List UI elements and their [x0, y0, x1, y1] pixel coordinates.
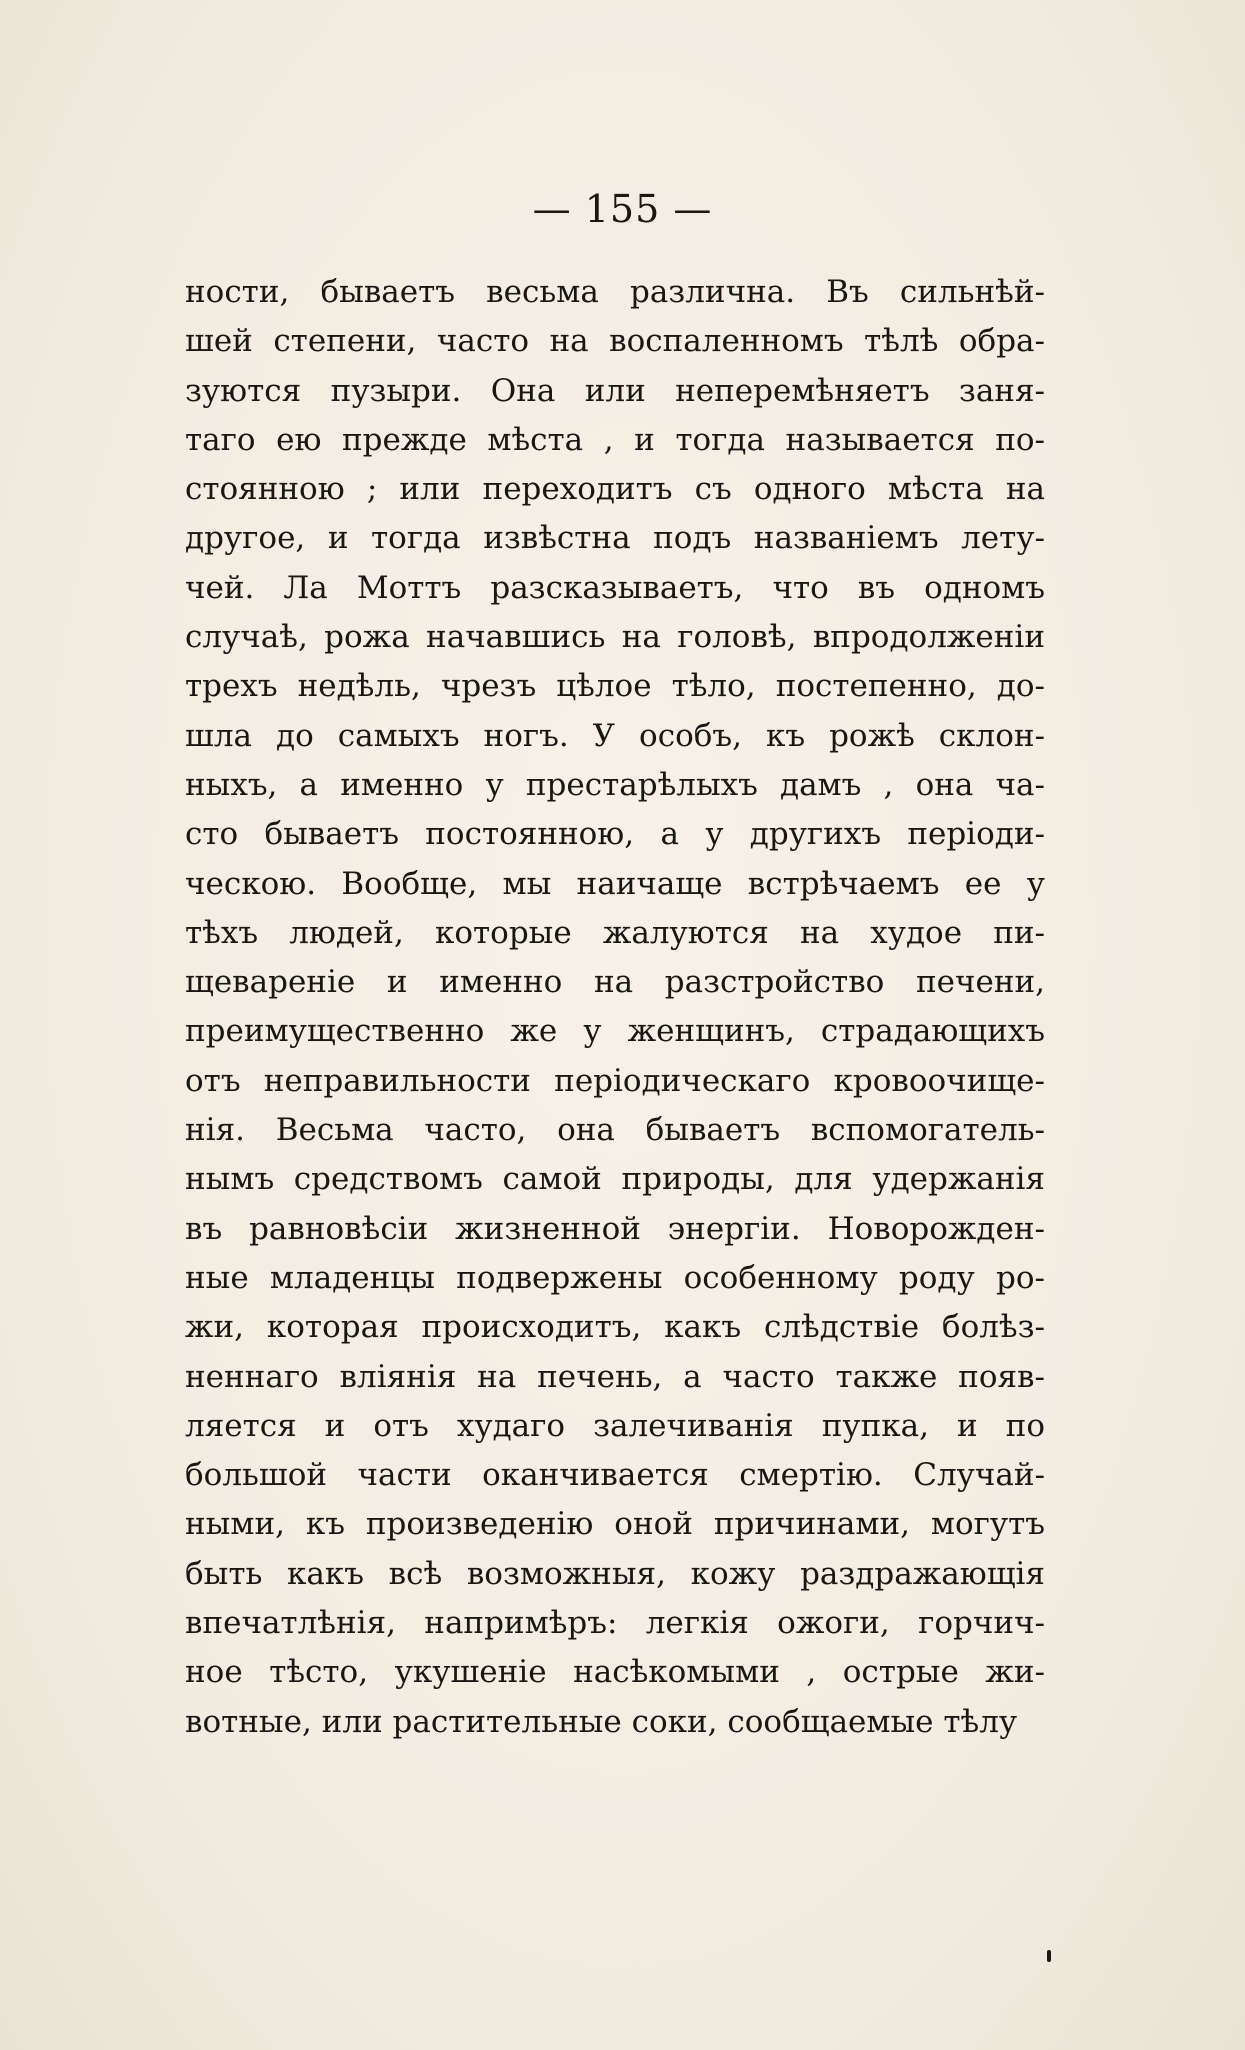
text-line: преимущественно же у женщинъ, страдающихъ [185, 1013, 1045, 1050]
text-line: сто бываетъ постоянною, а у другихъ періоди- [185, 816, 1045, 853]
text-line: ными, къ произведенію оной причинами, могутъ [185, 1506, 1045, 1543]
text-line: шей степени, часто на воспаленномъ тѣлѣ обра- [185, 323, 1045, 360]
ink-speck [1047, 1950, 1051, 1962]
body-text [185, 268, 1045, 1747]
page-number: — 155 — [532, 187, 713, 231]
text-line: трехъ недѣль, чрезъ цѣлое тѣло, постепенно, до- [185, 668, 1045, 705]
text-line: отъ неправильности періодическаго кровоочище- [185, 1062, 1045, 1099]
text-line: быть какъ всѣ возможныя, кожу раздражающія [185, 1555, 1045, 1592]
text-line: другое, и тогда извѣстна подъ названіемъ лету- [185, 520, 1045, 557]
text-line: въ равновѣсіи жизненной энергіи. Новорожден- [185, 1210, 1045, 1247]
text-line: ческою. Вообще, мы наичаще встрѣчаемъ ее у [185, 865, 1045, 902]
text-line: щевареніе и именно на разстройство печени, [185, 964, 1045, 1001]
text-line: тѣхъ людей, которые жалуются на худое пи- [185, 914, 1045, 951]
text-line: случаѣ, рожа начавшись на головѣ, впродолженіи [185, 619, 1045, 656]
text-line: шла до самыхъ ногъ. У особъ, къ рожѣ склон- [185, 717, 1045, 754]
text-line: ности, бываетъ весьма различна. Въ сильнѣй- [185, 274, 1045, 310]
text-line: нымъ средствомъ самой природы, для удержанія [185, 1161, 1045, 1198]
text-line: большой части оканчивается смертію. Случай- [185, 1457, 1045, 1494]
text-line: чей. Ла Моттъ разсказываетъ, что въ одномъ [185, 569, 1045, 606]
text-line: жи, которая происходитъ, какъ слѣдствіе болѣз- [185, 1309, 1045, 1346]
text-line: ляется и отъ худаго залечиванія пупка, и по [185, 1407, 1045, 1444]
text-line: неннаго вліянія на печень, а часто также появ- [185, 1358, 1045, 1395]
text-line: ныхъ, а именно у престарѣлыхъ дамъ , она ча- [185, 766, 1045, 803]
text-line: нія. Весьма часто, она бываетъ вспомогатель- [185, 1112, 1045, 1149]
text-line: впечатлѣнія, напримѣръ: легкія ожоги, горчич- [185, 1605, 1045, 1642]
text-line: стоянною ; или переходитъ съ одного мѣста на [185, 471, 1045, 508]
text-line: ные младенцы подвержены особенному роду ро- [185, 1259, 1045, 1296]
text-line: зуются пузыри. Она или неперемѣняетъ заня- [185, 372, 1045, 409]
text-line: ное тѣсто, укушеніе насѣкомыми , острые жи- [185, 1654, 1045, 1691]
text-line: вотные, или растительные соки, сообщаемые тѣлу [185, 1703, 1018, 1740]
text-line: таго ею прежде мѣста , и тогда называется по- [185, 421, 1045, 458]
